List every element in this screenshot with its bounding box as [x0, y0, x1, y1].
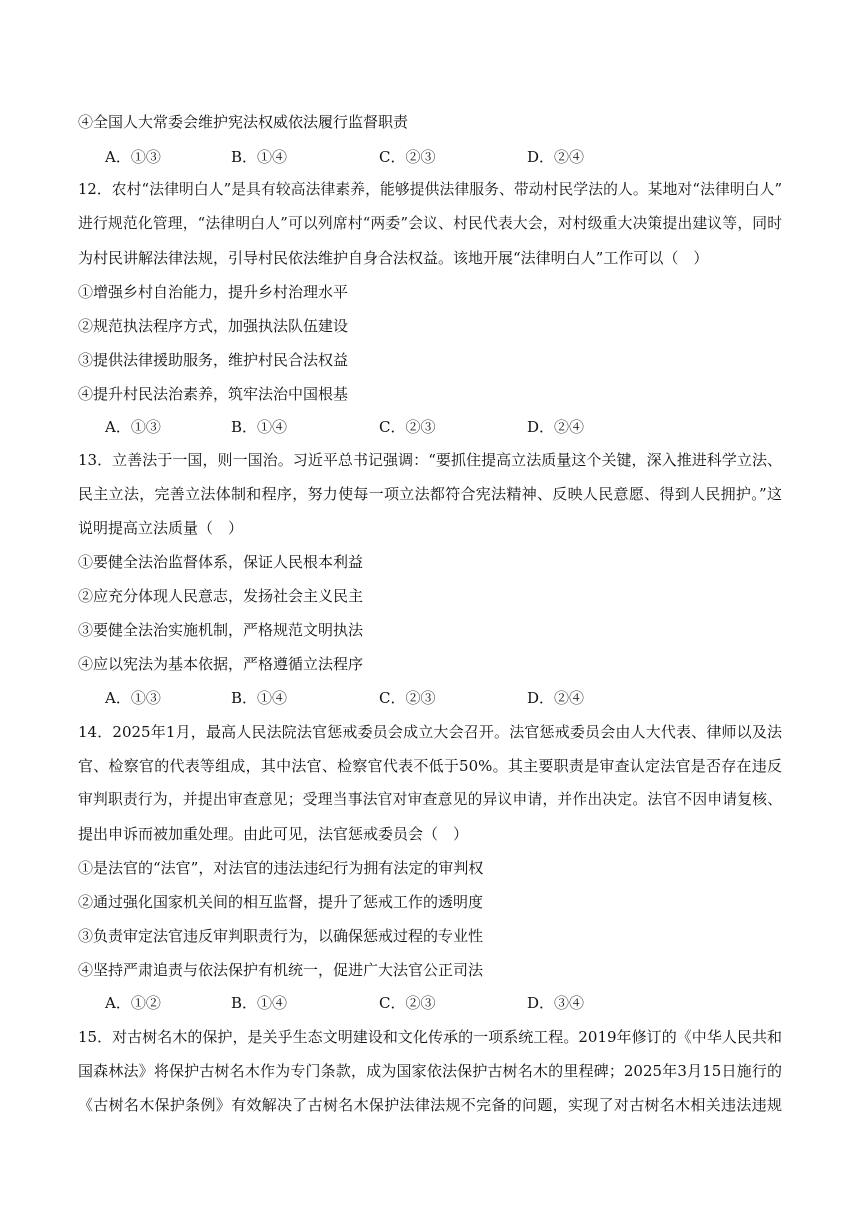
q14-stem-line-2: 官、检察官的代表等组成，其中法官、检察官代表不低于50%。其主要职责是审查认定法官是否存在违反 — [78, 757, 782, 775]
q14-statement-1: ①是法官的“法官”，对法官的违法违纪行为拥有法定的审判权 — [78, 859, 484, 877]
q12-statement-2: ②规范执法程序方式，加强执法队伍建设 — [78, 317, 349, 335]
q14-option-b[interactable]: B．①④ — [231, 994, 288, 1012]
q11-option-a[interactable]: A．①③ — [105, 148, 161, 166]
q12-option-a[interactable]: A．①③ — [105, 418, 161, 436]
q14-statement-3: ③负责审定法官违反审判职责行为，以确保惩戒过程的专业性 — [78, 927, 484, 945]
q13-statement-3: ③要健全法治实施机制，严格规范文明执法 — [78, 621, 364, 639]
q13-stem-line-1: 13．立善法于一国，则一国治。习近平总书记强调：“要抓住提高立法质量这个关键，深入推进科学立法、 — [78, 451, 782, 469]
q13-statement-4: ④应以宪法为基本依据，严格遵循立法程序 — [78, 655, 364, 673]
q14-option-c[interactable]: C．②③ — [379, 994, 436, 1012]
q13-option-a[interactable]: A．①③ — [105, 689, 161, 707]
q13-stem-line-3: 说明提高立法质量（ ） — [78, 519, 244, 537]
q12-stem-line-3: 为村民讲解法律法规，引导村民依法维护自身合法权益。该地开展“法律明白人”工作可以（ ） — [78, 249, 709, 267]
q14-stem-line-3: 审判职责行为，并提出审查意见；受理当事法官对审查意见的异议申请，并作出决定。法官不因申请复核、 — [78, 791, 782, 808]
q13-statement-2: ②应充分体现人民意志，发扬社会主义民主 — [78, 587, 364, 605]
q14-statement-2: ②通过强化国家机关间的相互监督，提升了惩戒工作的透明度 — [78, 893, 484, 911]
q14-option-d[interactable]: D．③④ — [527, 994, 585, 1012]
q13-stem-line-2: 民主立法，完善立法体制和程序，努力使每一项立法都符合宪法精神、反映人民意愿、得到人民拥护。”这 — [78, 485, 782, 503]
q12-statement-4: ④提升村民法治素养，筑牢法治中国根基 — [78, 385, 349, 403]
q13-option-c[interactable]: C．②③ — [379, 689, 436, 707]
q12-stem-line-1: 12．农村“法律明白人”是具有较高法律素养，能够提供法律服务、带动村民学法的人。某地对“法律明白人” — [78, 181, 782, 198]
q14-option-a[interactable]: A．①② — [105, 994, 161, 1012]
q13-option-d[interactable]: D．②④ — [527, 689, 585, 707]
q11-option-b[interactable]: B．①④ — [231, 148, 288, 166]
q11-option-c[interactable]: C．②③ — [379, 148, 436, 166]
q13-option-b[interactable]: B．①④ — [231, 689, 288, 707]
q15-stem-line-2: 国森林法》将保护古树名木作为专门条款，成为国家依法保护古树名木的里程碑；2025年3月15日施行的 — [78, 1062, 782, 1080]
q12-option-b[interactable]: B．①④ — [231, 418, 288, 436]
q11-statement-4: ④全国人大常委会维护宪法权威依法履行监督职责 — [78, 113, 409, 131]
q11-option-d[interactable]: D．②④ — [527, 148, 585, 166]
q12-stem-line-2: 进行规范化管理，“法律明白人”可以列席村“两委”会议、村民代表大会，对村级重大决策提出建议等，同时 — [78, 215, 782, 232]
q14-statement-4: ④坚持严肃追责与依法保护有机统一，促进广大法官公正司法 — [78, 961, 484, 979]
q12-option-d[interactable]: D．②④ — [527, 418, 585, 436]
q13-statement-1: ①要健全法治监督体系，保证人民根本利益 — [78, 553, 364, 571]
q14-stem-line-1: 14．2025年1月，最高人民法院法官惩戒委员会成立大会召开。法官惩戒委员会由人大代表、律师以及法 — [78, 723, 782, 741]
q15-stem-line-3: 《古树名木保护条例》有效解决了古树名木保护法律法规不完备的问题，实现了对古树名木相关违法违规 — [78, 1096, 782, 1114]
q14-stem-line-4: 提出申诉而被加重处理。由此可见，法官惩戒委员会（ ） — [78, 825, 469, 843]
q12-statement-1: ①增强乡村自治能力，提升乡村治理水平 — [78, 283, 349, 301]
q12-statement-3: ③提供法律援助服务，维护村民合法权益 — [78, 351, 349, 369]
q15-stem-line-1: 15．对古树名木的保护，是关乎生态文明建设和文化传承的一项系统工程。2019年修订的《中华人民共和 — [78, 1028, 782, 1046]
q12-option-c[interactable]: C．②③ — [379, 418, 436, 436]
